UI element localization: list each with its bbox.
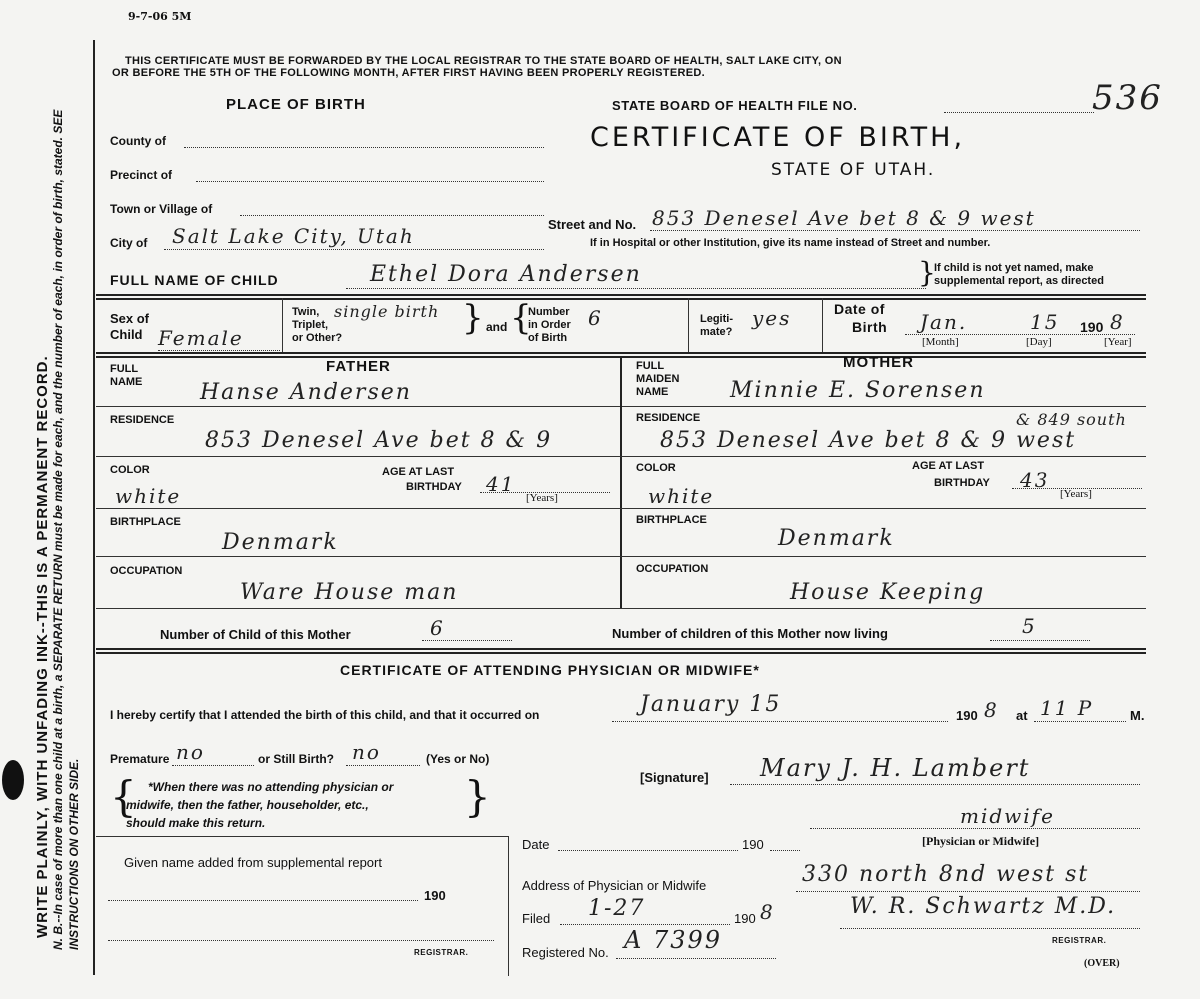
filed-year-prefix: 190: [734, 911, 756, 926]
mother-name-value: Minnie E. Sorensen: [730, 378, 986, 403]
dob-label-2: Birth: [852, 319, 888, 335]
father-occupation-label: OCCUPATION: [110, 565, 183, 577]
registrar-signature: W. R. Schwartz M.D.: [850, 894, 1117, 919]
mother-residence-value: 853 Denesel Ave bet 8 & 9 west: [660, 428, 1077, 453]
role-label: [Physician or Midwife]: [922, 834, 1040, 848]
father-residence-value: 853 Denesel Ave bet 8 & 9: [205, 428, 553, 453]
mother-name-label-3: NAME: [636, 386, 669, 398]
father-heading: FATHER: [326, 358, 391, 375]
registered-no-value: A 7399: [624, 926, 723, 954]
mother-occupation-label: OCCUPATION: [636, 563, 709, 575]
still-birth-label: or Still Birth?: [258, 752, 334, 766]
father-age-label-1: AGE AT LAST: [382, 466, 455, 478]
birth-date-value: January 15: [640, 692, 782, 717]
day-label: [Day]: [1026, 336, 1052, 348]
father-residence-label: RESIDENCE: [110, 414, 175, 426]
not-named-note-2: supplemental report, as directed: [934, 275, 1104, 287]
hospital-note: If in Hospital or other Institution, give its name instead of Street and number.: [590, 237, 991, 249]
father-age-value: 41: [486, 472, 516, 496]
county-label: County of: [110, 134, 166, 148]
mother-residence-extra: & 849 south: [1016, 410, 1127, 429]
order-brace: {: [510, 298, 532, 338]
physician-note-3: should make this return.: [126, 816, 266, 830]
address-value: 330 north 8nd west st: [802, 862, 1090, 887]
dob-label-1: Date of: [834, 301, 885, 317]
father-color-label: COLOR: [110, 464, 150, 476]
father-name-label-2: NAME: [110, 376, 143, 388]
certificate-title: CERTIFICATE OF BIRTH,: [590, 122, 966, 153]
precinct-label: Precinct of: [110, 168, 173, 182]
mother-color-label: COLOR: [636, 462, 676, 474]
living-value: 5: [1022, 614, 1037, 638]
month-label: [Month]: [922, 336, 959, 348]
registrar-label: REGISTRAR.: [1052, 936, 1107, 945]
year-label: [Year]: [1104, 336, 1132, 348]
twin-brace: }: [462, 298, 484, 338]
mother-residence-label: RESIDENCE: [636, 412, 701, 424]
twin-label-1: Twin,: [292, 306, 320, 318]
yes-no-label: (Yes or No): [426, 752, 490, 766]
twin-value: single birth: [334, 302, 440, 321]
at-label: at: [1016, 708, 1028, 723]
mother-years-label: [Years]: [1060, 488, 1092, 500]
dob-month-value: Jan.: [920, 310, 968, 334]
physician-note-2: midwife, then the father, householder, etc.,: [126, 798, 369, 812]
not-named-note-1: If child is not yet named, make: [934, 262, 1094, 274]
order-label-1: Number: [528, 306, 570, 318]
child-name-value: Ethel Dora Andersen: [370, 262, 642, 287]
father-color-value: white: [115, 484, 182, 508]
father-birthplace-label: BIRTHPLACE: [110, 516, 181, 528]
physician-note-1: *When there was no attending physician or: [148, 780, 394, 794]
order-label-3: of Birth: [528, 332, 568, 344]
street-label: Street and No.: [548, 217, 637, 232]
order-label-2: in Order: [528, 319, 571, 331]
mother-occupation-value: House Keeping: [790, 580, 986, 605]
filed-year-suffix: 8: [760, 900, 775, 924]
file-no-value: 536: [1092, 78, 1163, 118]
dob-day-value: 15: [1030, 310, 1060, 334]
mother-color-value: white: [648, 484, 715, 508]
father-age-label-2: BIRTHDAY: [406, 481, 462, 493]
father-occupation-value: Ware House man: [240, 580, 459, 605]
legit-label-1: Legiti-: [700, 313, 733, 325]
certify-text: I hereby certify that I attended the birth of this child, and that it occurred on: [110, 708, 540, 722]
filed-value: 1-27: [588, 896, 646, 921]
supplemental-registrar: REGISTRAR.: [414, 948, 469, 957]
sex-value: Female: [158, 326, 244, 350]
note-brace-left: {: [110, 772, 137, 821]
twin-label-3: or Other?: [292, 332, 343, 344]
twin-label-2: Triplet,: [292, 319, 329, 331]
filed-label: Filed: [522, 911, 551, 926]
m-label: M.: [1130, 708, 1145, 723]
state-subtitle: STATE OF UTAH.: [771, 160, 936, 180]
note-brace-right: }: [464, 772, 491, 821]
sex-label-2: Child: [110, 327, 143, 342]
permanent-ink-note: WRITE PLAINLY, WITH UNFADING INK--THIS IS A PERMANENT RECORD.: [34, 355, 51, 938]
mother-birthplace-label: BIRTHPLACE: [636, 514, 707, 526]
supplemental-year: 190: [424, 888, 446, 903]
still-birth-value: no: [352, 740, 381, 764]
mother-heading: MOTHER: [843, 354, 914, 371]
city-value: Salt Lake City, Utah: [172, 224, 415, 248]
birth-year-prefix: 190: [956, 708, 978, 723]
mother-age-value: 43: [1020, 468, 1050, 492]
father-name-label-1: FULL: [110, 363, 139, 375]
address-label: Address of Physician or Midwife: [522, 878, 707, 893]
father-birthplace-value: Denmark: [222, 530, 339, 555]
street-value: 853 Denesel Ave bet 8 & 9 west: [652, 206, 1036, 230]
place-of-birth-heading: PLACE OF BIRTH: [226, 96, 366, 113]
mother-name-label-2: MAIDEN: [636, 373, 680, 385]
signature-value: Mary J. H. Lambert: [760, 754, 1031, 782]
name-note-brace: }: [918, 256, 936, 289]
mother-age-label-2: BIRTHDAY: [934, 477, 990, 489]
mother-age-label-1: AGE AT LAST: [912, 460, 985, 472]
supplemental-label: Given name added from supplemental report: [124, 855, 382, 870]
notice-line-2: OR BEFORE THE 5TH OF THE FOLLOWING MONTH, AFTER FIRST HAVING BEEN PROPERLY REGISTERED.: [112, 67, 705, 79]
sex-label-1: Sex of: [110, 311, 150, 326]
dob-year-suffix: 8: [1110, 310, 1125, 334]
file-no-label: STATE BOARD OF HEALTH FILE NO.: [612, 98, 858, 113]
premature-label: Premature: [110, 752, 170, 766]
over-label: (OVER): [1084, 958, 1120, 969]
child-number-value: 6: [430, 616, 445, 640]
form-left-border: [93, 40, 95, 975]
birth-time-value: 11 P: [1040, 696, 1094, 720]
dob-year-prefix: 190: [1080, 319, 1104, 335]
role-value: midwife: [960, 804, 1055, 828]
child-name-label: FULL NAME OF CHILD: [110, 272, 279, 288]
mother-birthplace-value: Denmark: [778, 526, 895, 551]
father-name-value: Hanse Andersen: [200, 380, 412, 405]
living-label: Number of children of this Mother now living: [612, 626, 888, 641]
notice-line-1: THIS CERTIFICATE MUST BE FORWARDED BY THE LOCAL REGISTRAR TO THE STATE BOARD OF HEALTH, SALT LAKE CITY, ON: [125, 55, 842, 67]
date-year: 190: [742, 837, 764, 852]
town-label: Town or Village of: [110, 202, 213, 216]
city-label: City of: [110, 236, 148, 250]
signature-label: [Signature]: [640, 770, 709, 785]
birth-year-suffix: 8: [984, 698, 999, 722]
child-number-label: Number of Child of this Mother: [160, 627, 351, 642]
premature-value: no: [176, 740, 205, 764]
physician-heading: CERTIFICATE OF ATTENDING PHYSICIAN OR MIDWIFE*: [340, 662, 760, 678]
margin-mark-icon: [2, 760, 24, 800]
and-label: and: [486, 320, 508, 334]
separate-return-note: N. B.--In case of more than one child at a birth, a SEPARATE RETURN must be made for each, and the number of each, in order of birth, stated. SEE INSTRUCTIONS ON OTHER SIDE.: [51, 109, 81, 950]
form-code: 9-7-06 5M: [128, 10, 192, 23]
legit-label-2: mate?: [700, 326, 733, 338]
father-years-label: [Years]: [526, 492, 558, 504]
date-label: Date: [522, 837, 550, 852]
order-value: 6: [588, 306, 603, 330]
legit-value: yes: [752, 306, 792, 330]
mother-name-label-1: FULL: [636, 360, 665, 372]
registered-no-label: Registered No.: [522, 945, 609, 960]
